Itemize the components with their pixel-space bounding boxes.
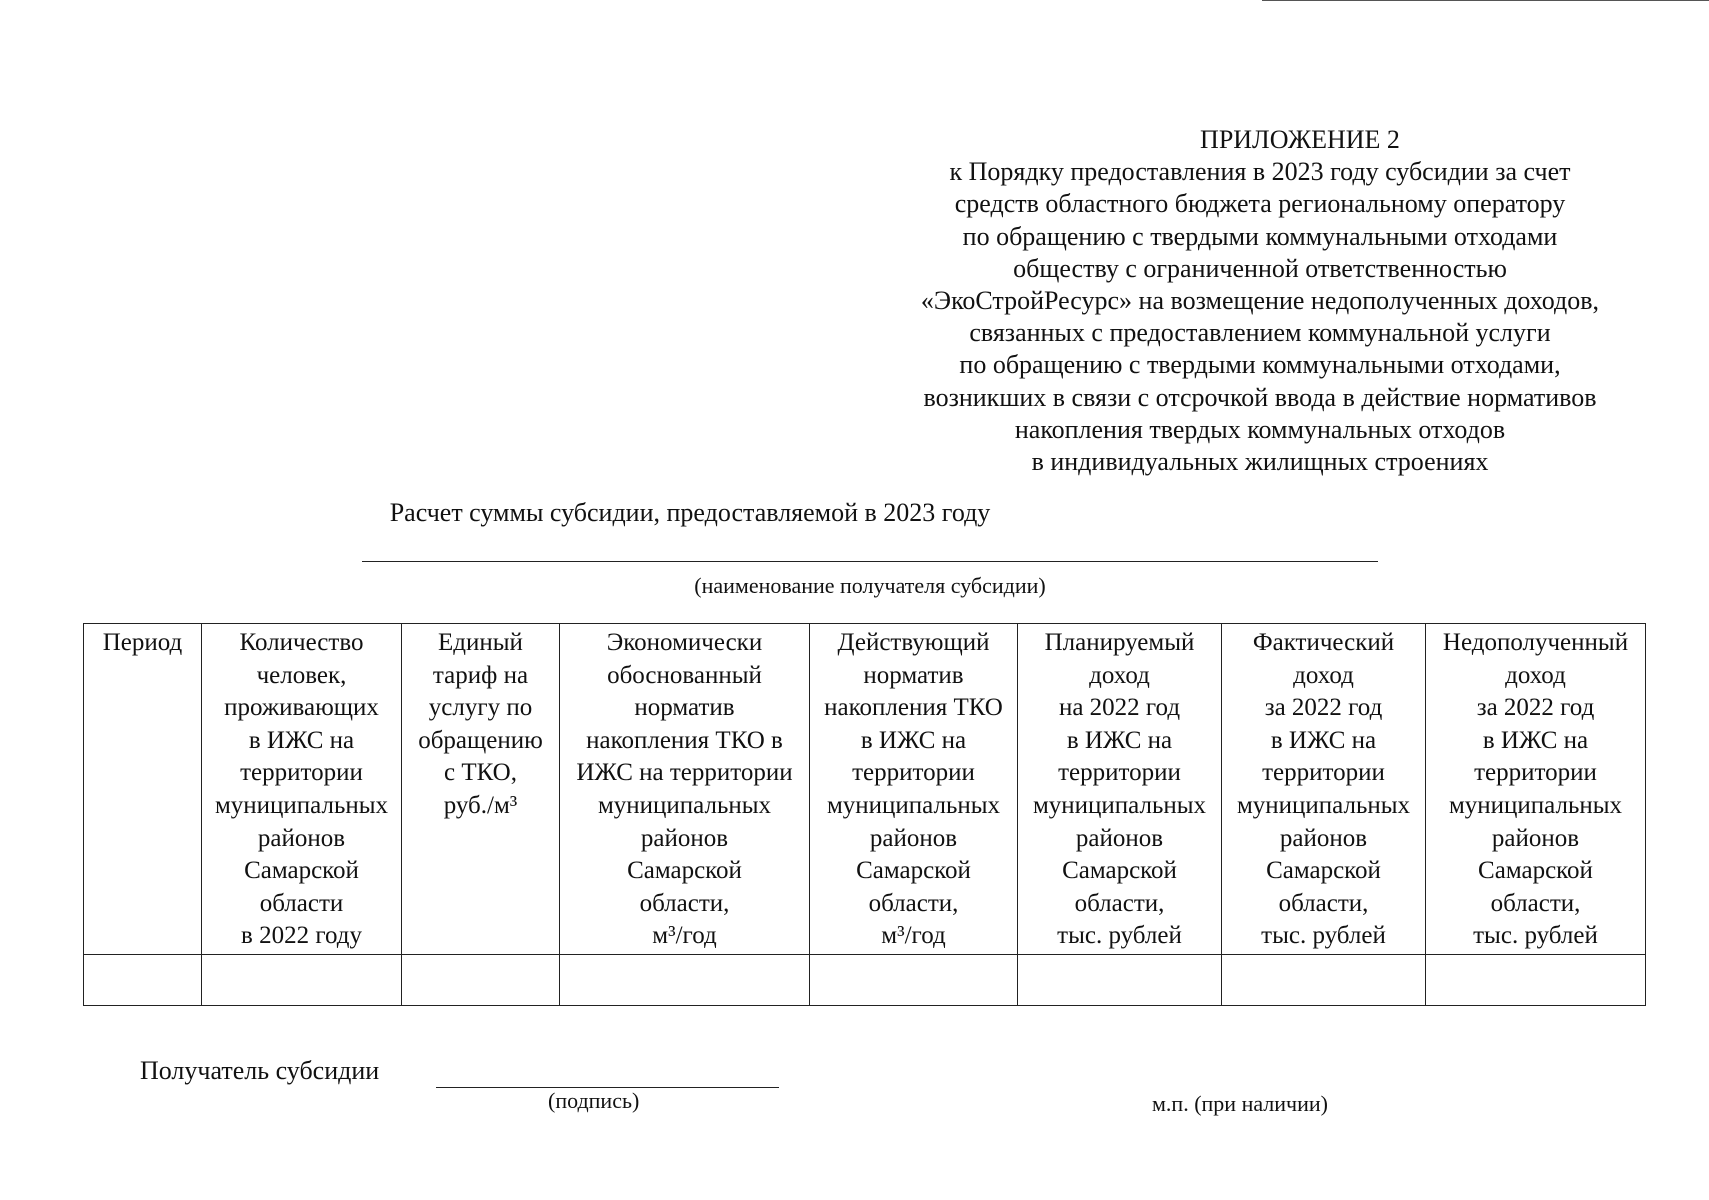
appendix-line: связанных с предоставлением коммунальной услуги	[969, 318, 1551, 348]
appendix-line: накопления твердых коммунальных отходов	[1014, 414, 1506, 444]
header-economic-norm: Экономически обоснованный норматив накопления ТКО в ИЖС на территории муниципальных районов Самарской области, м³/год	[560, 624, 810, 955]
appendix-line: по обращению с твердыми коммунальными отходами,	[959, 350, 1561, 380]
recipient-signature-label: Получатель субсидии	[140, 1056, 380, 1085]
appendix-line: к Порядку предоставления в 2023 году субсидии за счет	[949, 157, 1571, 187]
table-row	[84, 955, 1646, 1006]
scan-edge-line	[1262, 0, 1709, 1]
table-cell[interactable]	[1426, 955, 1646, 1006]
header-lost-income: Недополученный доход за 2022 год в ИЖС на территории муниципальных районов Самарской области, тыс. рублей	[1426, 624, 1646, 955]
table-cell[interactable]	[202, 955, 402, 1006]
table-cell[interactable]	[810, 955, 1018, 1006]
table-header-row	[84, 624, 1646, 955]
calculation-title: Расчет суммы субсидии, предоставляемой в 2023 году	[389, 498, 991, 527]
appendix-line: в индивидуальных жилищных строениях	[1031, 447, 1489, 477]
header-tariff: Единый тариф на услугу по обращению с ТКО, руб./м³	[402, 624, 560, 955]
table-cell[interactable]	[1018, 955, 1222, 1006]
appendix-line: по обращению с твердыми коммунальными отходами	[962, 221, 1558, 251]
table-cell[interactable]	[560, 955, 810, 1006]
header-residents-count: Количество человек, проживающих в ИЖС на территории муниципальных районов Самарской области в 2022 году	[202, 624, 402, 955]
recipient-name-caption: (наименование получателя субсидии)	[694, 573, 1046, 598]
appendix-line: средств областного бюджета региональному оператору	[954, 189, 1566, 219]
header-period: Период	[84, 624, 202, 955]
subsidy-calculation-table	[83, 623, 1646, 1006]
appendix-title: ПРИЛОЖЕНИЕ 2	[1200, 125, 1400, 154]
header-planned-income: Планируемый доход на 2022 год в ИЖС на территории муниципальных районов Самарской области, тыс. рублей	[1018, 624, 1222, 955]
signature-caption: (подпись)	[548, 1088, 640, 1113]
table-cell[interactable]	[402, 955, 560, 1006]
stamp-caption: м.п. (при наличии)	[1152, 1091, 1328, 1116]
recipient-name-line[interactable]	[362, 561, 1378, 562]
appendix-header	[880, 124, 1640, 478]
appendix-line: возникших в связи с отсрочкой ввода в действие нормативов	[923, 382, 1597, 412]
appendix-line: обществу с ограниченной ответственностью	[1013, 253, 1507, 283]
header-current-norm: Действующий норматив накопления ТКО в ИЖС на территории муниципальных районов Самарской области, м³/год	[810, 624, 1018, 955]
table-cell[interactable]	[84, 955, 202, 1006]
header-actual-income: Фактический доход за 2022 год в ИЖС на территории муниципальных районов Самарской области, тыс. рублей	[1222, 624, 1426, 955]
table-cell[interactable]	[1222, 955, 1426, 1006]
appendix-line: «ЭкоСтройРесурс» на возмещение недополученных доходов,	[920, 286, 1600, 316]
